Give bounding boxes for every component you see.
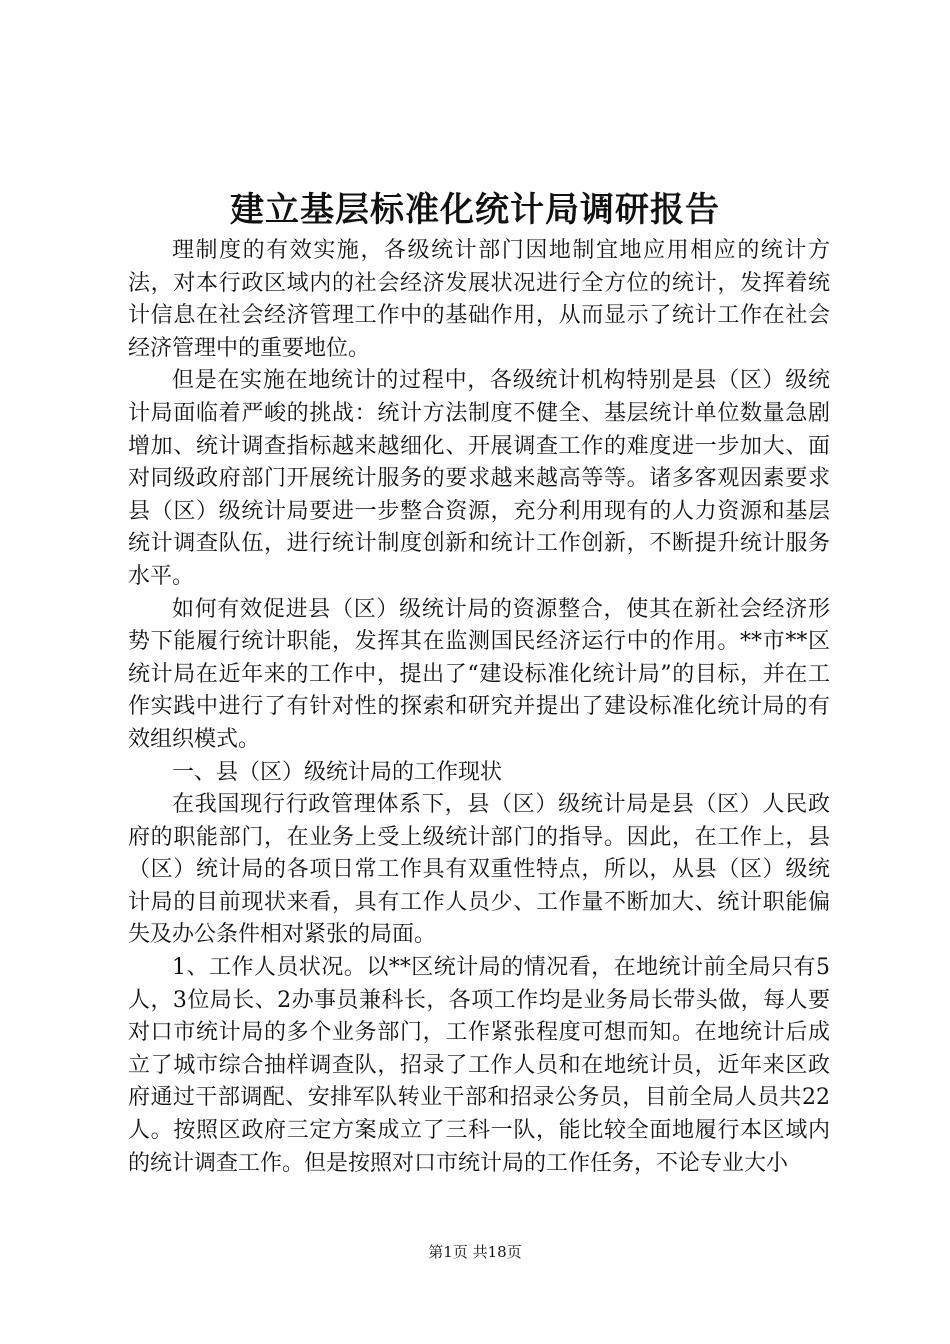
paragraph-1: 理制度的有效实施，各级统计部门因地制宜地应用相应的统计方法，对本行政区域内的社会经济发展状况进行全方位的统计，发挥着统计信息在社会经济管理工作中的基础作用，从而显示了统计工作在社会经济管理中的重要地位。 (128, 238, 830, 361)
document-body (128, 235, 830, 1180)
paragraph-3: 如何有效促进县（区）级统计局的资源整合，使其在新社会经济形势下能履行统计职能，发挥其在监测国民经济运行中的作用。**市**区统计局在近年来的工作中，提出了“建设标准化统计局”的目标，并在工作实践中进行了有针对性的探索和研究并提出了建设标准化统计局的有效组织模式。 (128, 596, 830, 752)
document-title: 建立基层标准化统计局调研报告 (230, 190, 720, 230)
paragraph-4: 在我国现行行政管理体系下，县（区）级统计局是县（区）人民政府的职能部门，在业务上受上级统计部门的指导。因此，在工作上，县（区）统计局的各项日常工作具有双重性特点，所以，从县（区）级统计局的目前现状来看，具有工作人员少、工作量不断加大、统计职能偏失及办公条件相对紧张的局面。 (128, 792, 830, 948)
page-number-footer: 第1页 共18页 (428, 1243, 522, 1261)
paragraph-5: 1、工作人员状况。以**区统计局的情况看，在地统计前全局只有5人，3位局长、2办事员兼科长，各项工作均是业务局长带头做，每人要对口市统计局的多个业务部门，工作紧张程度可想而知。在地统计后成立了城市综合抽样调查队，招录了工作人员和在地统计员，近年来区政府通过干部调配、安排军队转业干部和招录公务员，目前全局人员共22人。按照区政府三定方案成立了三科一队，能比较全面地履行本区域内的统计调查工作。但是按照对口市统计局的工作任务，不论专业大小 (128, 955, 830, 1176)
section-heading: 一、县（区）级统计局的工作现状 (172, 759, 503, 785)
paragraph-2: 但是在实施在地统计的过程中，各级统计机构特别是县（区）级统计局面临着严峻的挑战：统计方法制度不健全、基层统计单位数量急剧增加、统计调查指标越来越细化、开展调查工作的难度进一步加大、面对同级政府部门开展统计服务的要求越来越高等等。诸多客观因素要求县（区）级统计局要进一步整合资源，充分利用现有的人力资源和基层统计调查队伍，进行统计制度创新和统计工作创新，不断提升统计服务水平。 (128, 368, 830, 589)
